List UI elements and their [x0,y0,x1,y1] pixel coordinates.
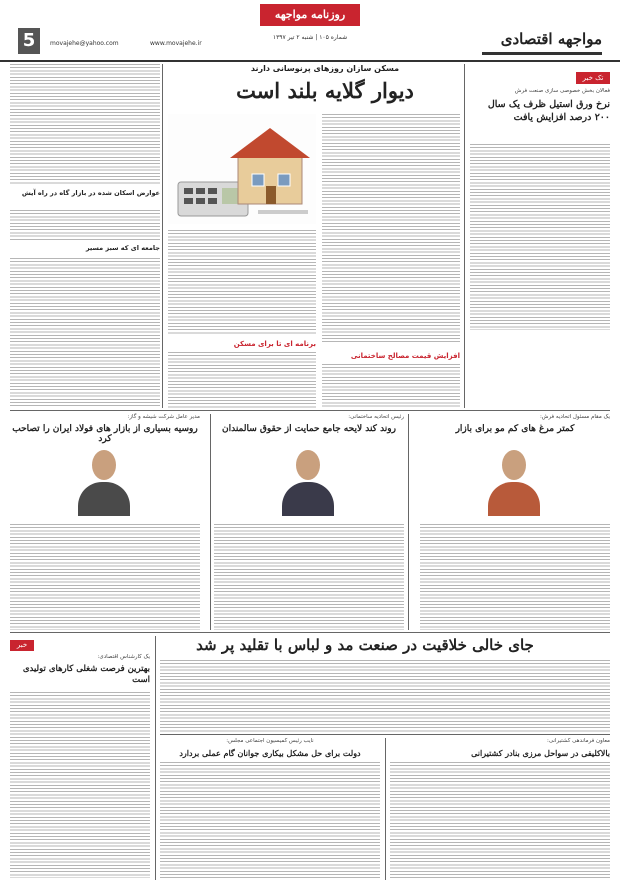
left-subheading: جامعه ای که سبز مسیر [85,244,160,252]
interview-kicker: یک مقام مسئول اتحادیه فرش: [539,414,610,420]
bottom-body-text [160,660,610,732]
interview-body-text [10,524,200,630]
interview-kicker: مدیر عامل شرکت شیشه و گاز: [127,414,200,420]
interview-kicker: رئیس اتحادیه ساختمانی: [348,414,404,420]
news-body-text [470,144,610,330]
interviewee-photo [70,440,138,516]
masthead [0,0,620,62]
newspaper-logo: روزنامه مواجهه [260,4,360,26]
feature-headline: دیوار گلایه بلند است [236,78,414,103]
column-divider [464,64,465,408]
news-box [470,72,610,332]
feature-body-text [322,114,460,344]
row-divider [160,734,610,735]
news-tag: تک خبر [576,72,610,84]
news-tag: خبر [10,640,34,651]
sea-headline: بالاکلیفی در سواحل مرزی بنادر کشتیرانی [471,748,610,758]
column-divider [385,738,386,880]
job-kicker: یک کارشناس اقتصادی: [97,654,150,660]
email-address: movajehe@yahoo.com [50,40,119,47]
sea-body-text [390,762,610,878]
left-subheading: عوارض اسکان شده در بازار گاه در راه آیش [21,189,160,197]
row-divider [10,632,610,633]
edition-info: شماره ۱۰۵ | شنبه ۲ تیر ۱۳۹۷ [272,34,348,41]
news-kicker: فعالان بخش خصوصی سازی صنعت فرش [514,88,610,94]
interviewee-photo [480,440,548,516]
feature-kicker: مسکن سازان روزهای پرنوسانی دارند [250,64,400,73]
left-column-text [10,210,160,240]
job-body-text [10,692,150,878]
house-calculator-image [168,114,316,224]
gov-kicker: نایب رئیس کمیسیون اجتماعی مجلس: [226,738,314,744]
column-divider [210,414,211,630]
feature-subheading: افزایش قیمت مصالح ساختمانی [350,352,460,360]
page-number: 5 [18,28,40,54]
gov-headline: دولت برای حل مشکل بیکاری جوانان گام عملی بردارد [179,748,361,758]
feature-body-text [168,352,316,409]
house-illustration [168,114,316,224]
section-underline [482,52,602,55]
left-column-text [10,258,160,408]
feature-body-text [322,364,460,409]
website-address: www.movajehe.ir [150,40,202,47]
interview-title: کمتر مرغ های کم مو برای بازار [455,424,575,434]
column-divider [155,636,156,880]
interview-article [10,414,200,630]
feature-subheading: برنامه ای تا برای مسکن [233,340,316,348]
interview-article [420,414,610,630]
job-headline: بهترین فرصت شغلی کارهای تولیدی است [22,664,150,685]
interview-title: روند کند لایحه جامع حمایت از حقوق سالمندان [222,424,396,434]
row-divider [10,410,610,411]
column-divider [162,64,163,408]
interviewee-photo [274,440,342,516]
interview-title: روسیه بسیاری از بازار های فولاد ایران را تصاحب کرد [12,424,198,444]
interview-body-text [420,524,610,630]
column-divider [408,414,409,630]
interview-body-text [214,524,404,630]
bottom-headline: جای خالی خلاقیت در صنعت مد و لباس با تقلید پر شد [196,636,534,654]
interview-article [214,414,404,630]
feature-body-text [168,230,316,334]
section-title: مواجهه اقتصادی [500,30,602,48]
left-column-text [10,64,160,184]
gov-body-text [160,762,380,878]
sea-kicker: معاون فرماندهی کشتیرانی: [546,738,610,744]
news-headline: نرخ ورق استیل ظرف یک سال ۲۰۰ درصد افزایش یافت [487,99,610,123]
